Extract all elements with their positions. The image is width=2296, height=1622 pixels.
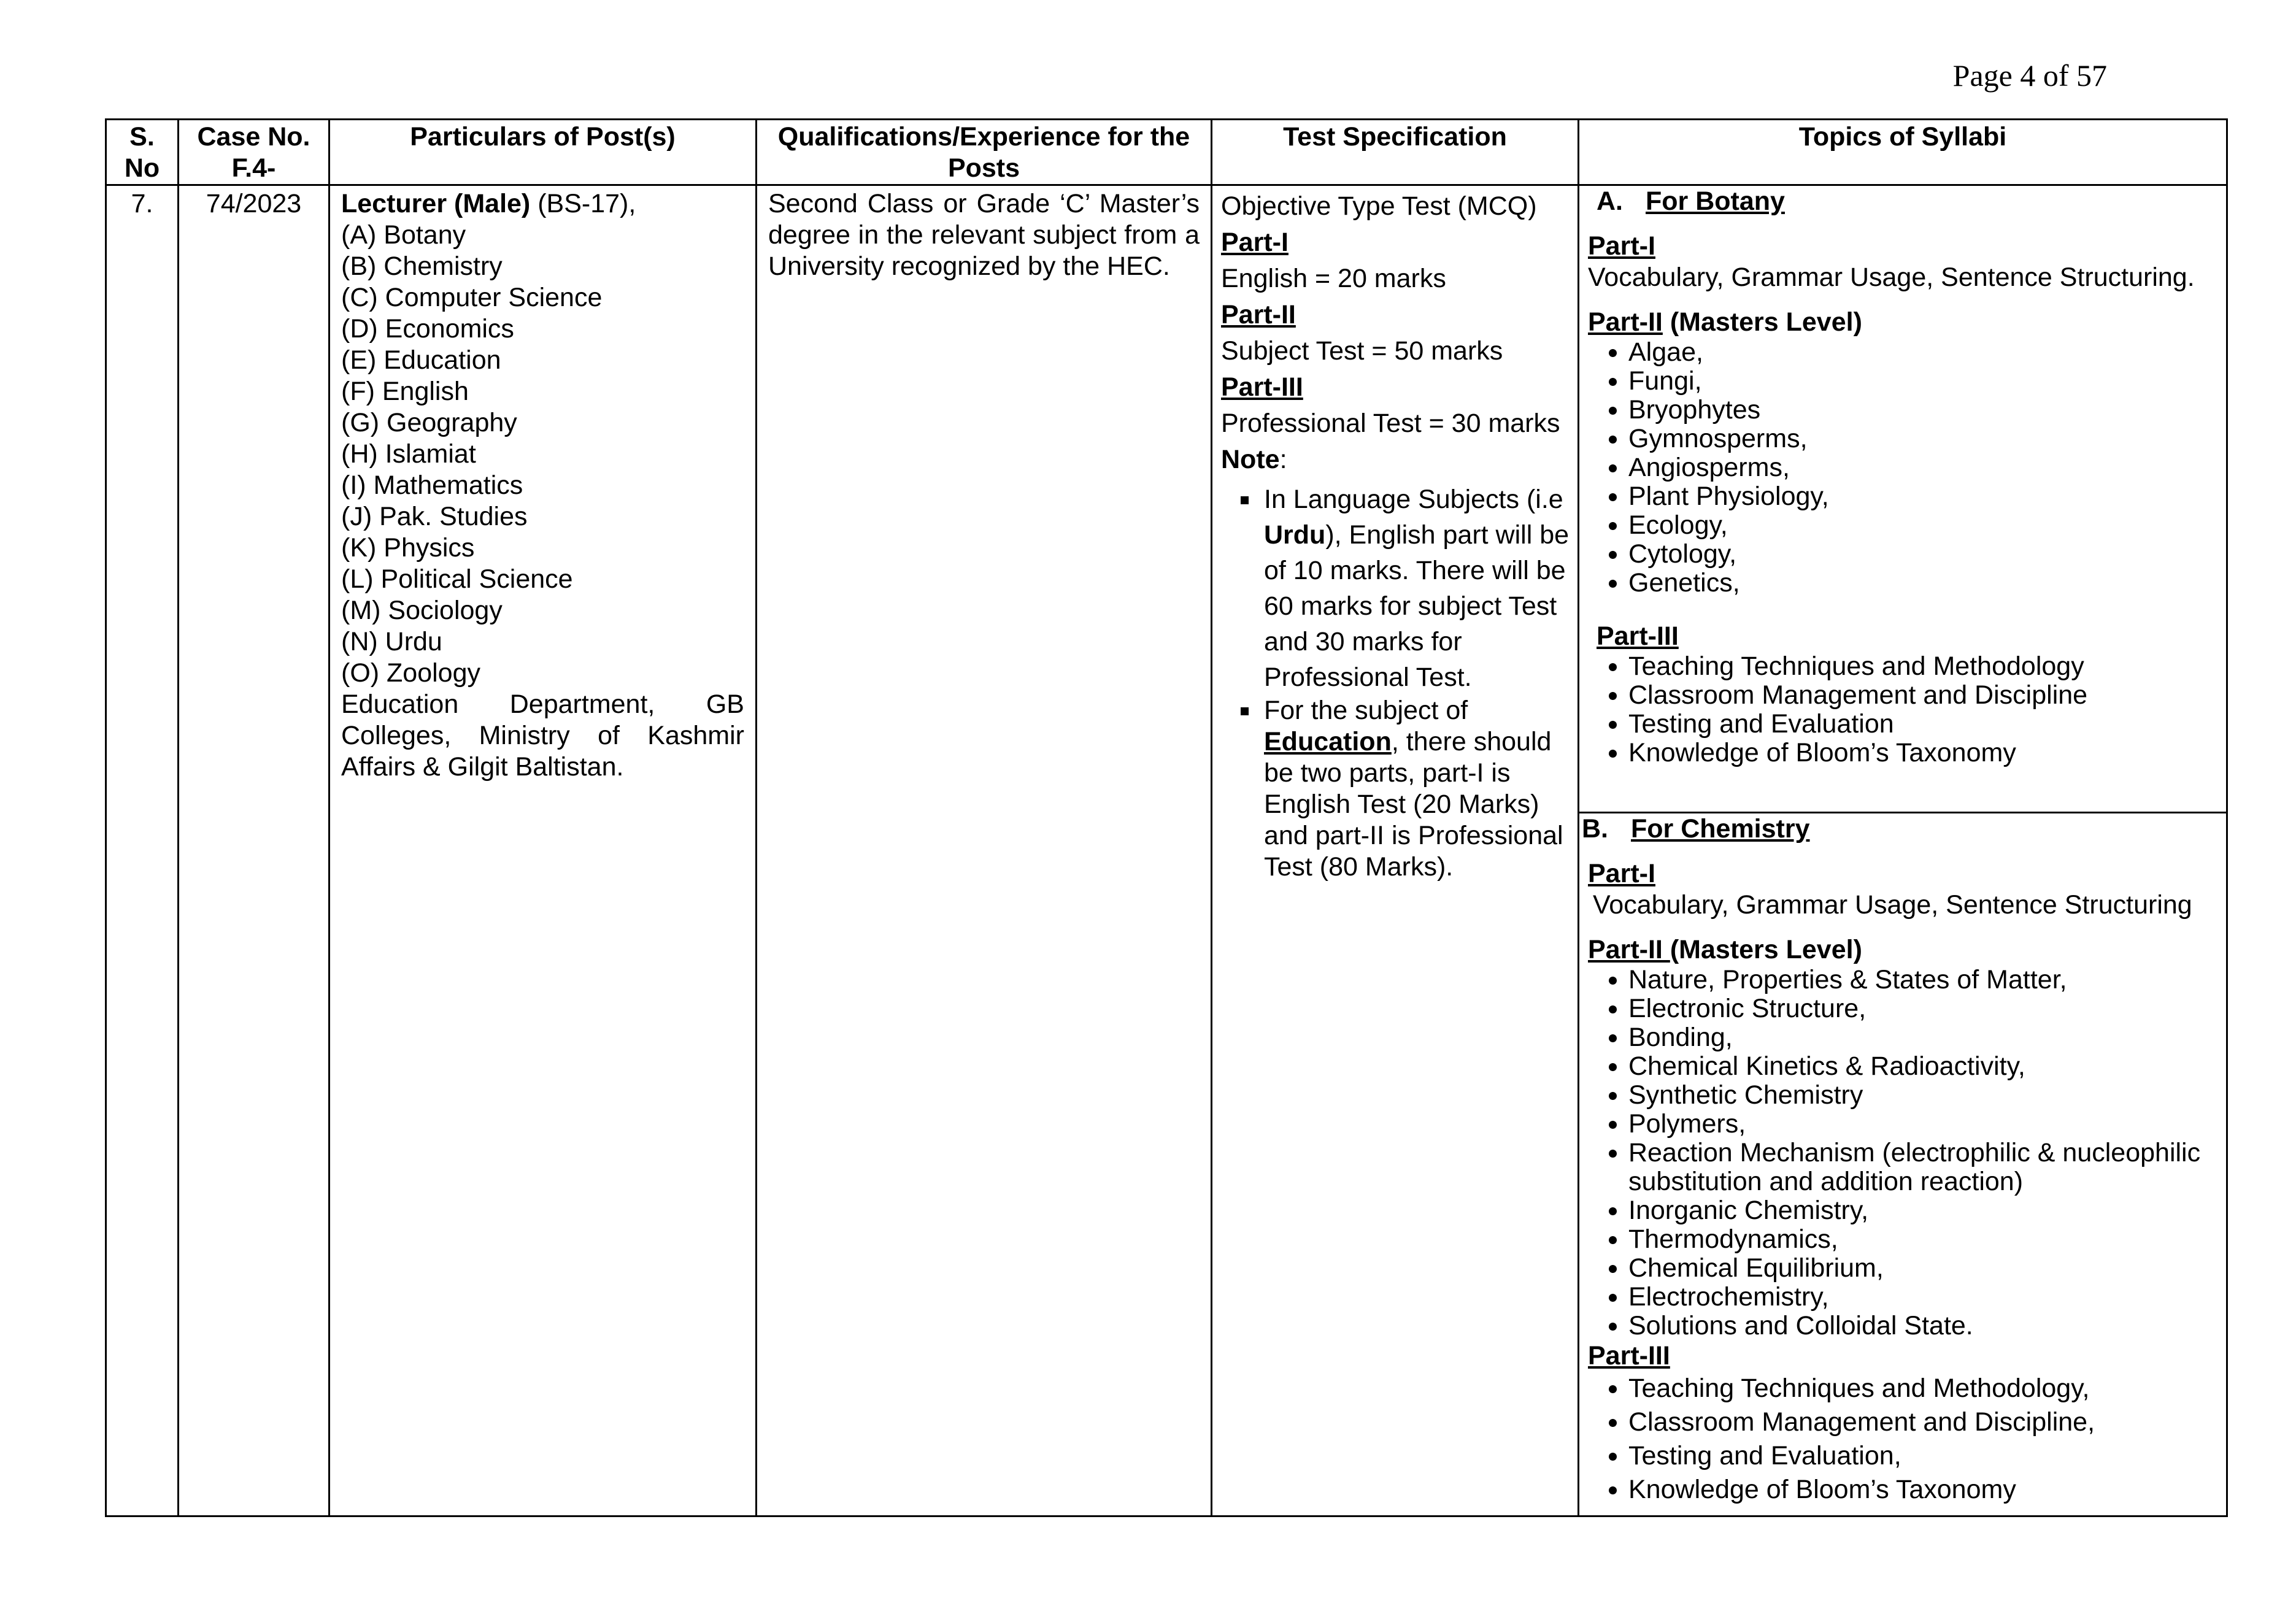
- chemistry-part2-list: [1588, 966, 2217, 1340]
- cell-qualifications: [757, 185, 1212, 1516]
- list-item: • Synthetic Chemistry: [1628, 1081, 2217, 1110]
- botany-part1-text: Vocabulary, Grammar Usage, Sentence Structuring.: [1588, 263, 2195, 292]
- table-header-row: [106, 120, 2227, 185]
- list-item: • Teaching Techniques and Methodology,: [1628, 1372, 2217, 1405]
- cell-sno: [106, 185, 179, 1516]
- botany-part3-list: [1588, 652, 2217, 767]
- list-item: • Angiosperms,: [1628, 453, 2217, 482]
- chemistry-letter: B.: [1582, 814, 1608, 844]
- case-no-value: 74/2023: [206, 189, 302, 218]
- botany-part2-heading: [1588, 307, 2217, 338]
- test-part3-label: Part-III: [1221, 372, 1303, 402]
- subject-list: [341, 220, 744, 689]
- chemistry-title: For Chemistry: [1631, 814, 1810, 844]
- note1-text-a: In Language Subjects (i.e: [1264, 485, 1563, 514]
- subject-item: (N) Urdu: [341, 627, 442, 656]
- cell-case-no: [179, 185, 329, 1516]
- list-item: • Knowledge of Bloom’s Taxonomy: [1628, 1473, 2217, 1507]
- subject-item: (G) Geography: [341, 408, 517, 437]
- list-item: • Cytology,: [1628, 540, 2217, 569]
- botany-part3-label: Part-III: [1597, 621, 1679, 651]
- cell-particulars: [329, 185, 757, 1516]
- botany-heading: [1588, 186, 2217, 217]
- test-part1-text: English = 20 marks: [1221, 264, 1446, 293]
- test-part3-text: Professional Test = 30 marks: [1221, 409, 1560, 438]
- header-topics: Topics of Syllabi: [1579, 120, 2227, 185]
- chemistry-part1-label: Part-I: [1588, 859, 1655, 888]
- department-text: Education Department, GB Colleges, Ministry of Kashmir Affairs & Gilgit Baltistan.: [341, 690, 744, 782]
- header-case-no: Case No. F.4-: [179, 120, 329, 185]
- note-colon: :: [1279, 445, 1287, 474]
- list-item: • Algae,: [1628, 338, 2217, 367]
- chemistry-part3-list: [1588, 1372, 2217, 1507]
- list-item: • Ecology,: [1628, 511, 2217, 540]
- list-item: • Classroom Management and Discipline: [1628, 681, 2217, 710]
- list-item: • Inorganic Chemistry,: [1628, 1196, 2217, 1225]
- post-heading: [341, 188, 744, 220]
- list-item: • Solutions and Colloidal State.: [1628, 1312, 2217, 1340]
- test-part2-label: Part-II: [1221, 300, 1296, 329]
- list-item: • Genetics,: [1628, 569, 2217, 598]
- syllabus-table: [105, 118, 2228, 1517]
- cell-test-spec: [1212, 185, 1579, 1516]
- list-item: • Gymnosperms,: [1628, 425, 2217, 453]
- note-item-education: [1260, 695, 1574, 883]
- note-heading: [1221, 442, 1574, 478]
- note2-text-b: , there should be two parts, part-I is English Test (20 Marks) and part-II is Professional Test (80 Marks).: [1264, 727, 1563, 882]
- botany-part2-label: Part-II: [1588, 307, 1663, 337]
- list-item: • Electrochemistry,: [1628, 1283, 2217, 1312]
- cell-topics: [1579, 185, 2227, 1516]
- subject-item: (K) Physics: [341, 533, 475, 563]
- list-item: • Teaching Techniques and Methodology: [1628, 652, 2217, 681]
- table-row: [106, 185, 2227, 1516]
- header-particulars: Particulars of Post(s): [329, 120, 757, 185]
- note-label: Note: [1221, 445, 1280, 474]
- chemistry-part2-heading: [1588, 934, 2217, 966]
- note2-bold: Education: [1264, 727, 1392, 756]
- botany-part1-label: Part-I: [1588, 231, 1655, 261]
- subject-item: (B) Chemistry: [341, 252, 503, 281]
- subject-item: (D) Economics: [341, 314, 514, 344]
- test-type: Objective Type Test (MCQ): [1221, 191, 1537, 221]
- chemistry-section: [1579, 812, 2226, 1507]
- subject-item: (L) Political Science: [341, 564, 573, 594]
- list-item: • Classroom Management and Discipline,: [1628, 1405, 2217, 1439]
- list-item: • Testing and Evaluation: [1628, 710, 2217, 739]
- chemistry-part2-suffix: (Masters Level): [1670, 935, 1862, 964]
- header-sno: S. No: [106, 120, 179, 185]
- list-item: • Fungi,: [1628, 367, 2217, 396]
- note2-text-a: For the subject of: [1264, 696, 1468, 725]
- post-title: Lecturer (Male): [341, 189, 531, 218]
- note-item-language: [1260, 482, 1574, 695]
- subject-item: (A) Botany: [341, 220, 466, 250]
- botany-part2-list: [1588, 338, 2217, 598]
- sno-value: 7.: [131, 189, 153, 218]
- page-number: Page 4 of 57: [1952, 58, 2107, 93]
- list-item: • Electronic Structure,: [1628, 994, 2217, 1023]
- qualification-text: Second Class or Grade ‘C’ Master’s degree in the relevant subject from a University recognized by the HEC.: [768, 189, 1200, 281]
- list-item: • Knowledge of Bloom’s Taxonomy: [1628, 739, 2217, 767]
- chemistry-heading: [1582, 813, 2217, 845]
- chemistry-part1-text: Vocabulary, Grammar Usage, Sentence Structuring: [1593, 890, 2192, 920]
- subject-item: (H) Islamiat: [341, 439, 476, 469]
- list-item: • Thermodynamics,: [1628, 1225, 2217, 1254]
- test-part1-label: Part-I: [1221, 228, 1289, 257]
- subject-item: (E) Education: [341, 345, 501, 375]
- note-list: [1221, 482, 1574, 883]
- list-item: • Plant Physiology,: [1628, 482, 2217, 511]
- subject-item: (C) Computer Science: [341, 283, 603, 312]
- header-qualifications: Qualifications/Experience for the Posts: [757, 120, 1212, 185]
- header-test-spec: Test Specification: [1212, 120, 1579, 185]
- note1-text-b: ), English part will be of 10 marks. There will be 60 marks for subject Test and 30 marks for Professional Test.: [1264, 520, 1570, 692]
- list-item: • Bonding,: [1628, 1023, 2217, 1052]
- note1-bold: Urdu: [1264, 520, 1326, 550]
- botany-section: [1579, 186, 2226, 812]
- list-item: • Polymers,: [1628, 1110, 2217, 1139]
- botany-part2-suffix: (Masters Level): [1662, 307, 1862, 337]
- list-item: • Reaction Mechanism (electrophilic & nucleophilic substitution and addition reaction): [1628, 1139, 2217, 1196]
- subject-item: (F) English: [341, 377, 469, 406]
- list-item: • Chemical Equilibrium,: [1628, 1254, 2217, 1283]
- post-scale: (BS-17),: [530, 189, 636, 218]
- subject-item: (O) Zoology: [341, 658, 481, 688]
- chemistry-part2-label: Part-II: [1588, 935, 1670, 964]
- subject-item: (I) Mathematics: [341, 471, 523, 500]
- subject-item: (J) Pak. Studies: [341, 502, 528, 531]
- list-item: • Nature, Properties & States of Matter,: [1628, 966, 2217, 994]
- test-part2-text: Subject Test = 50 marks: [1221, 336, 1503, 366]
- botany-letter: A.: [1597, 186, 1623, 216]
- list-item: • Chemical Kinetics & Radioactivity,: [1628, 1052, 2217, 1081]
- botany-title: For Botany: [1646, 186, 1785, 216]
- subject-item: (M) Sociology: [341, 596, 503, 625]
- list-item: • Bryophytes: [1628, 396, 2217, 425]
- list-item: • Testing and Evaluation,: [1628, 1439, 2217, 1473]
- chemistry-part3-label: Part-III: [1588, 1341, 1670, 1370]
